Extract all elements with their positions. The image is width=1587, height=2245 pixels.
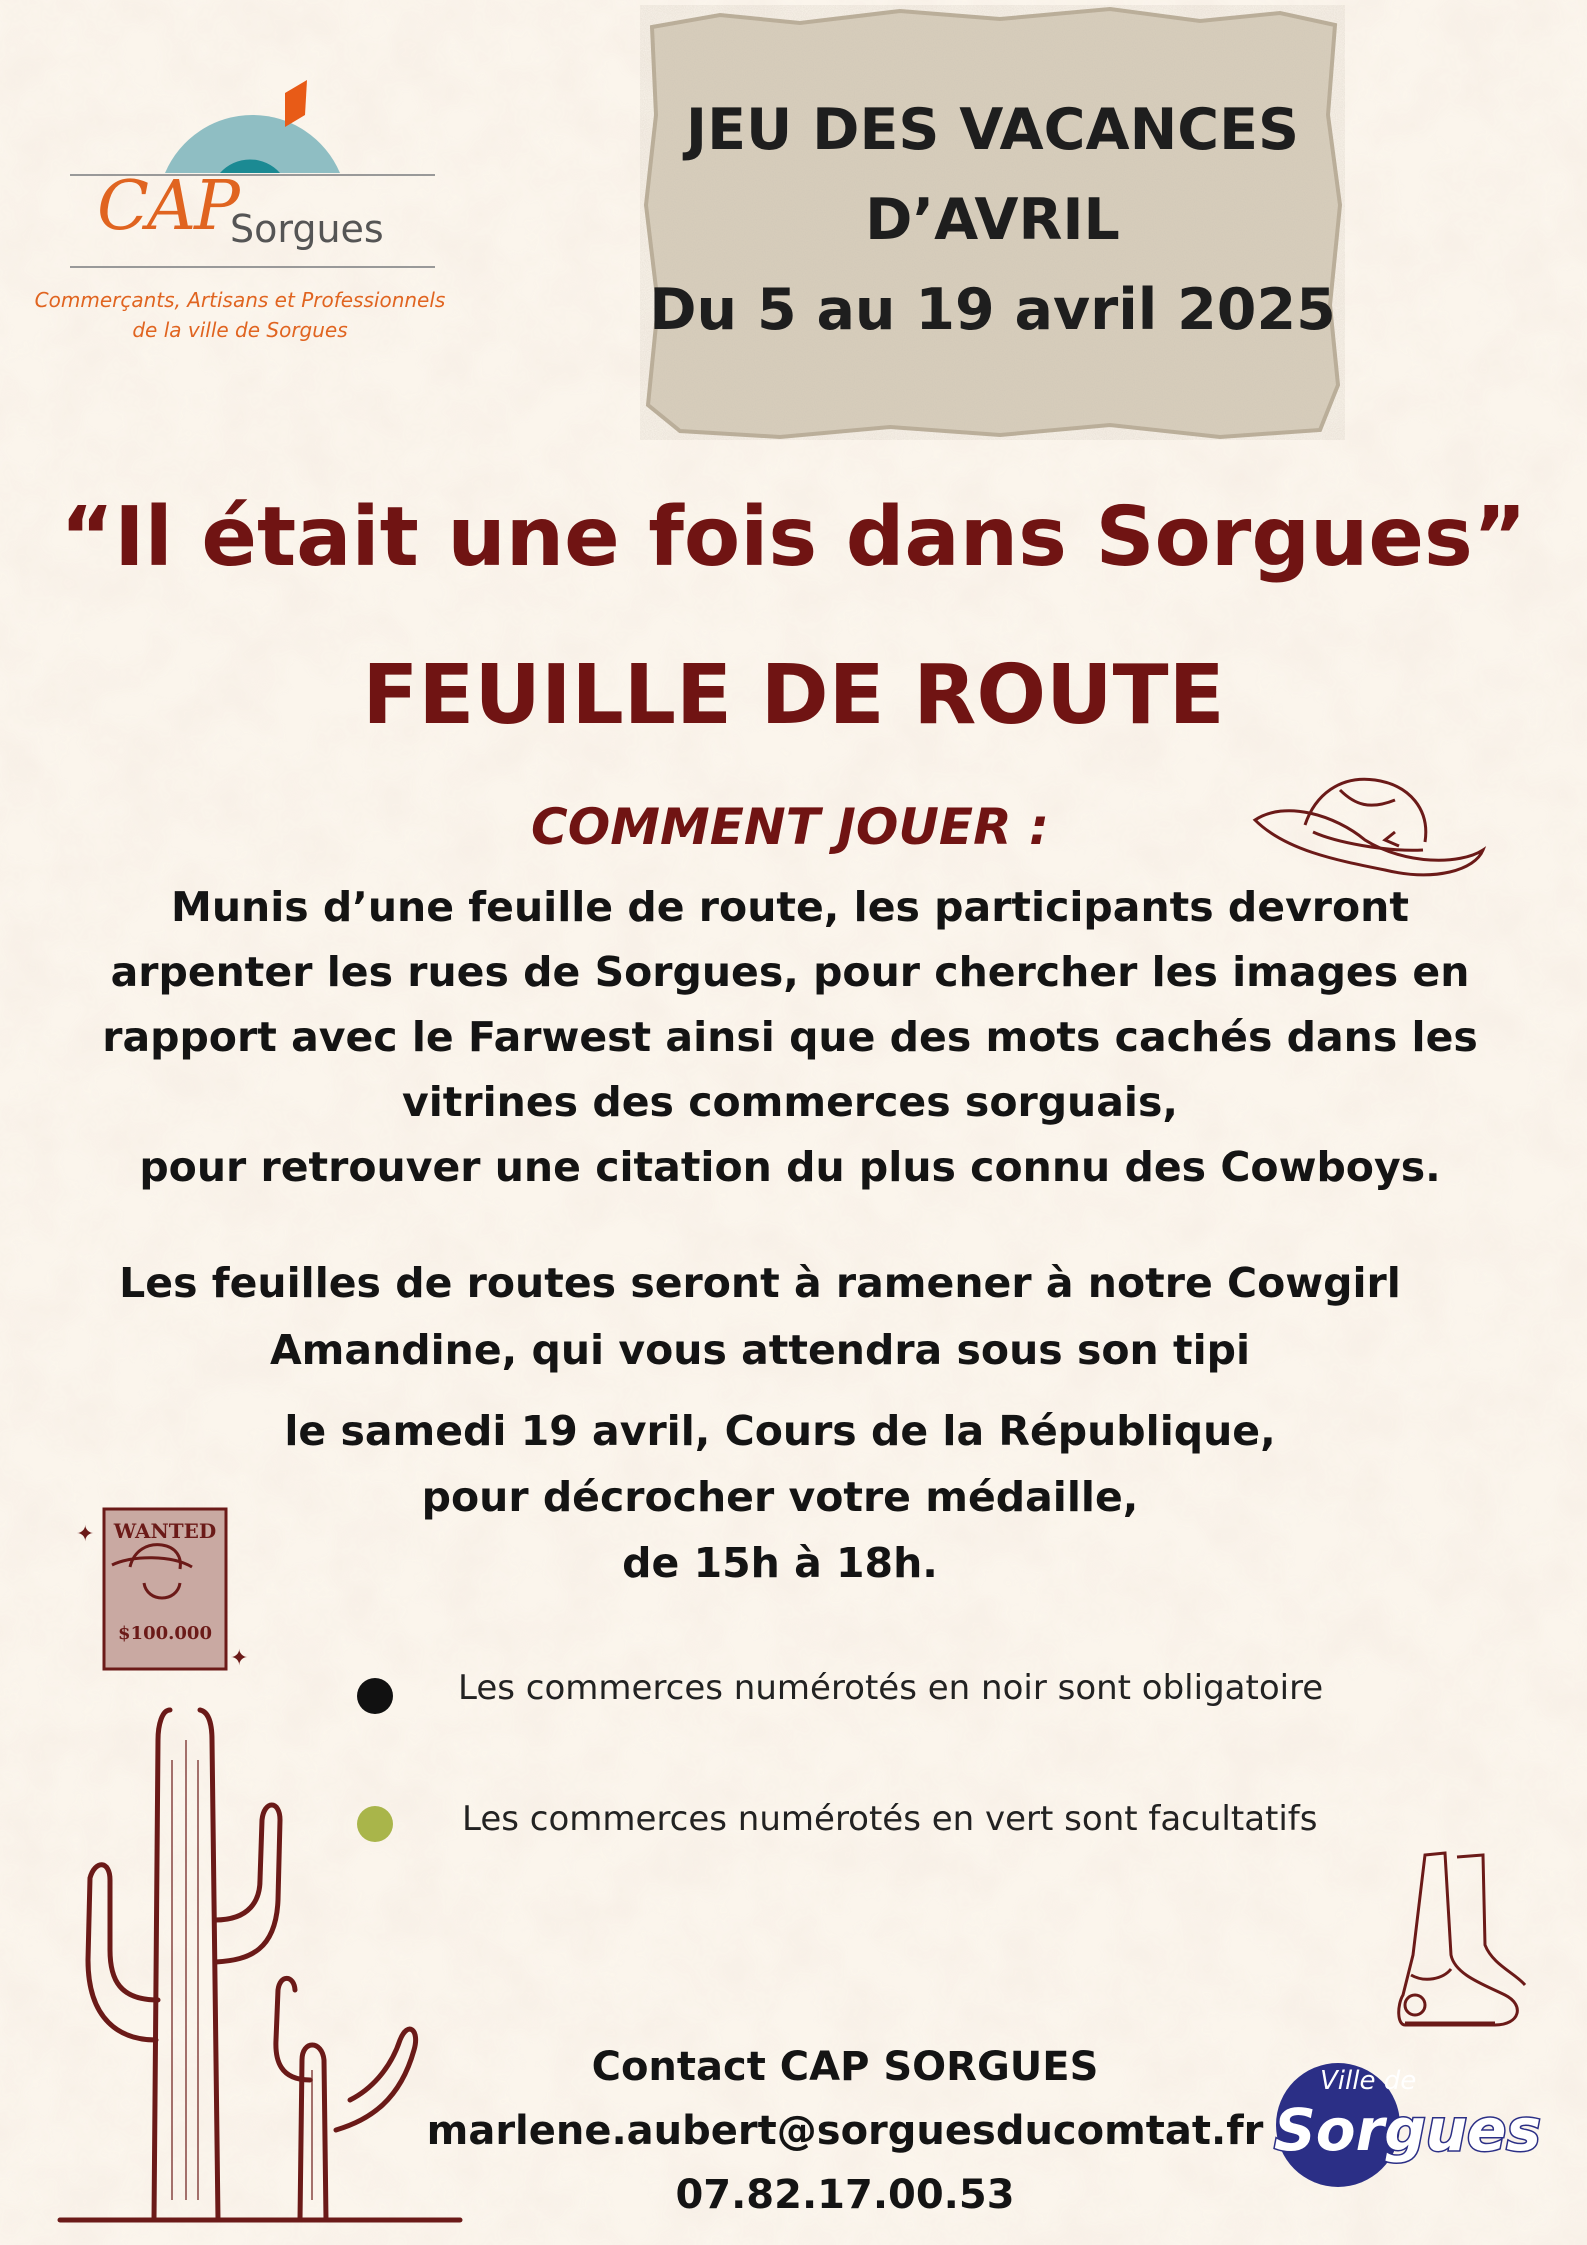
wanted-reward: $100.000 [118,1623,212,1644]
contact-block [370,2035,1320,2227]
cowboy-boot-icon [1385,1845,1535,2045]
legend-optional: Les commerces numérotés en vert sont facultatifs [462,1799,1318,1839]
header-line1: JEU DES VACANCES [685,97,1300,163]
return-info: Les feuilles de routes seront à ramener à notre Cowgirl Amandine, qui vous attendra sous son tipi [119,1259,1401,1374]
logo-name: CAP [97,167,238,246]
wanted-title: WANTED [113,1519,217,1543]
wanted-poster [72,1505,272,1675]
header-line2: D’AVRIL [865,187,1120,253]
cap-sorgues-logo [34,75,475,355]
contact-email[interactable]: marlene.aubert@sorguesducomtat.fr [426,2108,1264,2154]
logo-tagline: Commerçants, Artisans et Professionnels de la ville de Sorgues [34,288,446,342]
contact-title: Contact CAP SORGUES [591,2044,1099,2090]
contact-phone[interactable]: 07.82.17.00.53 [675,2172,1015,2218]
ville-de-sorgues-logo [1270,2060,1541,2190]
svg-text:✦: ✦ [76,1522,95,1547]
main-title: “Il était une fois dans Sorgues” [60,490,1527,585]
ville-logo-top: Ville de [1320,2066,1417,2096]
subtitle: FEUILLE DE ROUTE [362,648,1225,743]
event-info: le samedi 19 avril, Cours de la République, pour décrocher votre médaille, de 15h à 18h. [284,1407,1276,1587]
ville-logo-name: Sorgues [1274,2096,1541,2164]
legend-required: Les commerces numérotés en noir sont obligatoire [458,1668,1324,1708]
header-line3: Du 5 au 19 avril 2025 [649,277,1336,343]
svg-text:✦: ✦ [230,1646,249,1671]
how-to-play-heading: COMMENT JOUER : [531,798,1049,856]
cowboy-hat-icon [1245,770,1490,890]
logo-name-sorgues: Sorgues [230,207,384,251]
header-text [640,85,1345,355]
how-to-play-text: Munis d’une feuille de route, les participants devront arpenter les rues de Sorgues, pour chercher les images en rapport avec le Farwest ainsi que des mots cachés dans les vitrines des commerces sorguais, pour retrouver une citation du plus connu des Cowboys. [102,883,1478,1191]
